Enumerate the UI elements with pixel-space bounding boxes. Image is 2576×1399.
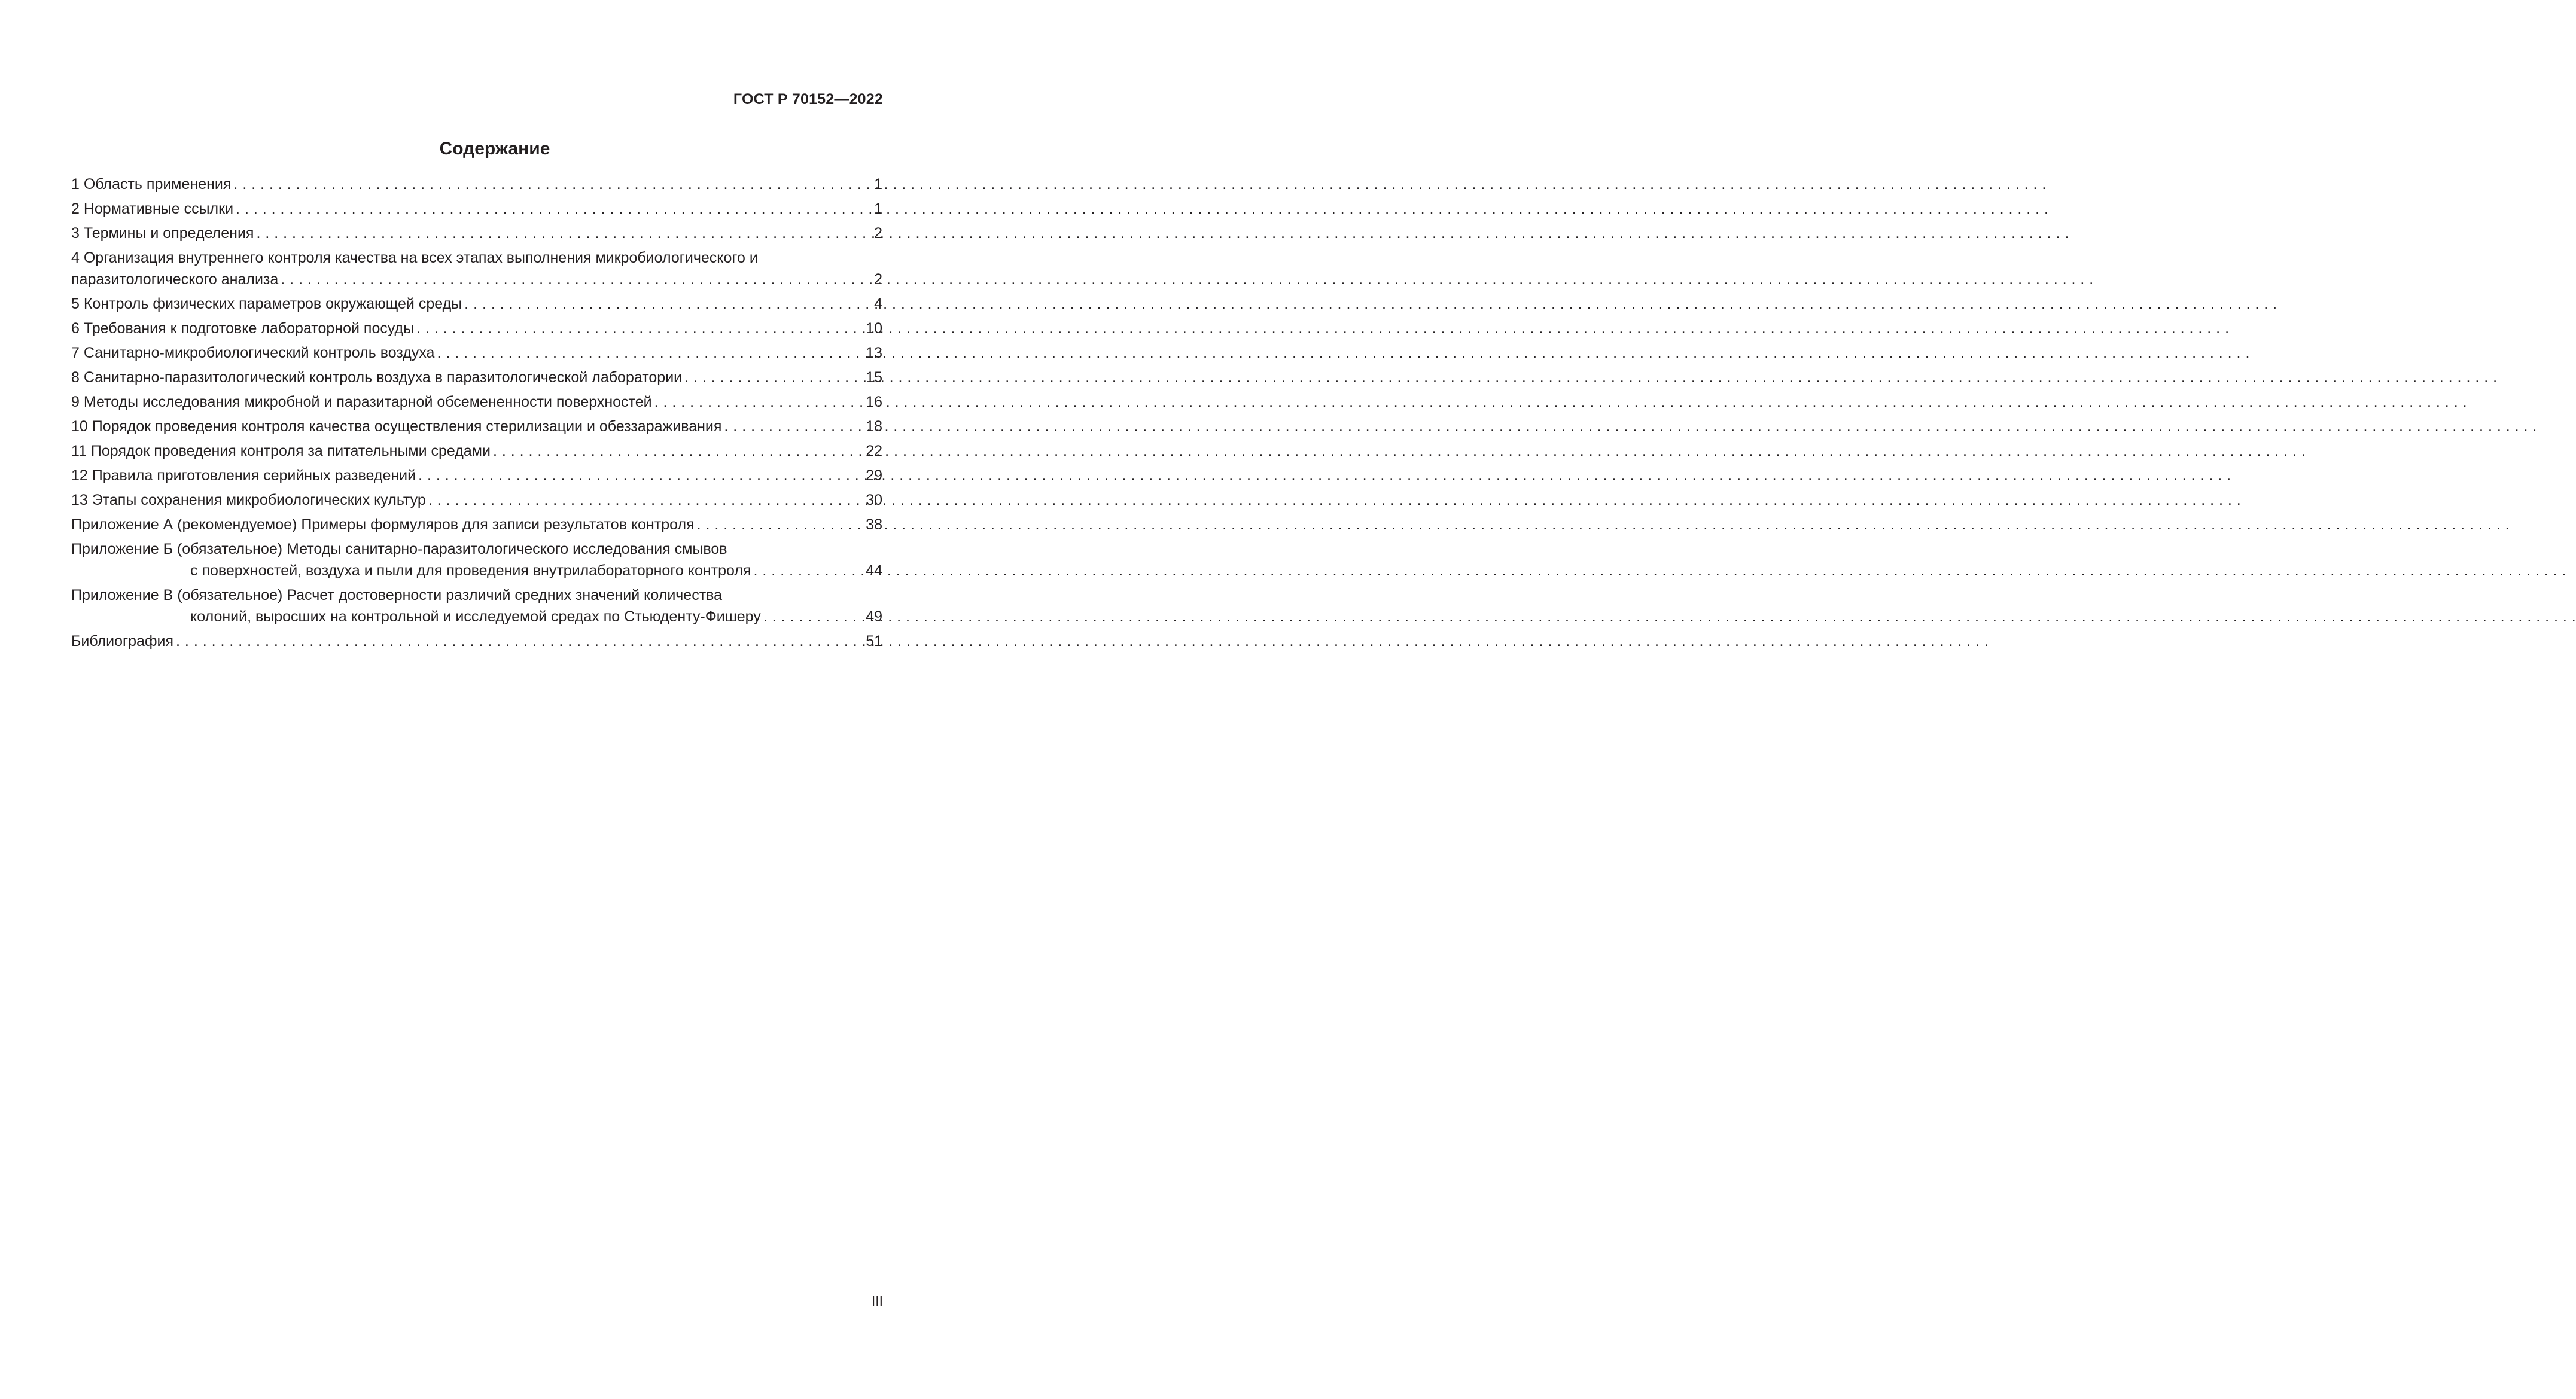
toc-entry-title: 2 Нормативные ссылки bbox=[71, 200, 234, 217]
toc-entry-title: 3 Термины и определения bbox=[71, 225, 254, 242]
dot-leader bbox=[437, 342, 863, 364]
toc-entry-7[interactable] bbox=[71, 342, 882, 364]
toc-entry-title-line-2: с поверхностей, воздуха и пыли для проведения внутрилабораторного контроля bbox=[190, 562, 751, 579]
toc-entry-title: 5 Контроль физических параметров окружающей среды bbox=[71, 295, 462, 312]
toc-entry-title-line-1: Приложение В (обязательное) Расчет достоверности различий средних значений количества bbox=[71, 587, 723, 604]
dot-leader bbox=[493, 440, 863, 462]
toc-entry-title: 1 Область применения bbox=[71, 176, 232, 193]
toc-entry-title-line-2: паразитологического анализа bbox=[71, 271, 279, 288]
toc-page-number: 49 bbox=[866, 608, 882, 625]
toc-entry-9[interactable] bbox=[71, 391, 882, 413]
dot-leader bbox=[754, 560, 864, 581]
toc-entry-title: 8 Санитарно-паразитологический контроль воздуха в паразитологической лаборатории bbox=[71, 369, 683, 386]
toc-entry-title: 6 Требования к подготовке лабораторной посуды bbox=[71, 320, 415, 337]
dot-leader bbox=[176, 630, 863, 652]
toc-entry-8[interactable] bbox=[71, 367, 882, 388]
table-of-contents bbox=[71, 173, 882, 655]
toc-entry-12[interactable] bbox=[71, 465, 882, 486]
toc-entry-title: 11 Порядок проведения контроля за питательными средами bbox=[71, 443, 491, 459]
toc-entry-10[interactable] bbox=[71, 416, 882, 437]
toc-page-number: 2 bbox=[874, 271, 882, 288]
toc-page-number: 44 bbox=[866, 562, 882, 579]
toc-entry-title: 7 Санитарно-микробиологический контроль воздуха bbox=[71, 345, 435, 361]
toc-entry-title: 10 Порядок проведения контроля качества осуществления стерилизации и обеззараживания bbox=[71, 418, 722, 435]
document-id: ГОСТ Р 70152—2022 bbox=[733, 91, 883, 108]
toc-page-number: 10 bbox=[866, 320, 882, 337]
toc-page-number: 16 bbox=[866, 394, 882, 410]
dot-leader bbox=[418, 465, 863, 486]
dot-leader bbox=[236, 198, 872, 220]
dot-leader bbox=[763, 606, 863, 627]
toc-entry-appendix-b[interactable] bbox=[71, 538, 882, 581]
dot-leader bbox=[428, 489, 863, 511]
toc-page-number: 13 bbox=[866, 345, 882, 361]
toc-page-number: 2 bbox=[874, 225, 882, 242]
toc-entry-bibliography[interactable] bbox=[71, 630, 882, 652]
toc-entry-appendix-a[interactable] bbox=[71, 514, 882, 535]
dot-leader bbox=[724, 416, 863, 437]
dot-leader bbox=[684, 367, 863, 388]
toc-entry-3[interactable] bbox=[71, 223, 882, 244]
dot-leader bbox=[281, 269, 872, 290]
toc-entry-2[interactable] bbox=[71, 198, 882, 220]
toc-page-number: 22 bbox=[866, 443, 882, 459]
page-number: III bbox=[871, 1293, 883, 1309]
toc-entry-title: Библиография bbox=[71, 633, 174, 650]
dot-leader bbox=[654, 391, 864, 413]
toc-entry-title-line-2: колоний, выросших на контрольной и исследуемой средах по Стьюденту-Фишеру bbox=[190, 608, 761, 625]
toc-entry-title: Приложение А (рекомендуемое) Примеры формуляров для записи результатов контроля bbox=[71, 516, 695, 533]
toc-entry-4[interactable] bbox=[71, 247, 882, 290]
toc-entry-13[interactable] bbox=[71, 489, 882, 511]
toc-entry-title: 9 Методы исследования микробной и паразитарной обсемененности поверхностей bbox=[71, 394, 652, 410]
toc-page-number: 51 bbox=[866, 633, 882, 650]
toc-entry-appendix-v[interactable] bbox=[71, 584, 882, 627]
toc-page-number: 30 bbox=[866, 492, 882, 508]
toc-page-number: 1 bbox=[874, 200, 882, 217]
toc-page-number: 18 bbox=[866, 418, 882, 435]
toc-entry-title: 12 Правила приготовления серийных разведений bbox=[71, 467, 416, 484]
dot-leader bbox=[233, 173, 872, 195]
dot-leader bbox=[416, 318, 863, 339]
dot-leader bbox=[697, 514, 864, 535]
toc-page-number: 1 bbox=[874, 176, 882, 193]
toc-page-number: 4 bbox=[874, 295, 882, 312]
dot-leader bbox=[256, 223, 872, 244]
toc-page-number: 29 bbox=[866, 467, 882, 484]
toc-entry-title: 13 Этапы сохранения микробиологических культур bbox=[71, 492, 426, 508]
toc-page-number: 15 bbox=[866, 369, 882, 386]
toc-page-number: 38 bbox=[866, 516, 882, 533]
toc-entry-5[interactable] bbox=[71, 293, 882, 315]
toc-entry-title-line-1: Приложение Б (обязательное) Методы санитарно-паразитологического исследования смывов bbox=[71, 541, 727, 557]
toc-entry-11[interactable] bbox=[71, 440, 882, 462]
toc-entry-1[interactable] bbox=[71, 173, 882, 195]
toc-title: Содержание bbox=[439, 139, 550, 159]
toc-entry-6[interactable] bbox=[71, 318, 882, 339]
dot-leader bbox=[464, 293, 872, 315]
toc-entry-title-line-1: 4 Организация внутреннего контроля качества на всех этапах выполнения микробиологического и bbox=[71, 249, 758, 266]
